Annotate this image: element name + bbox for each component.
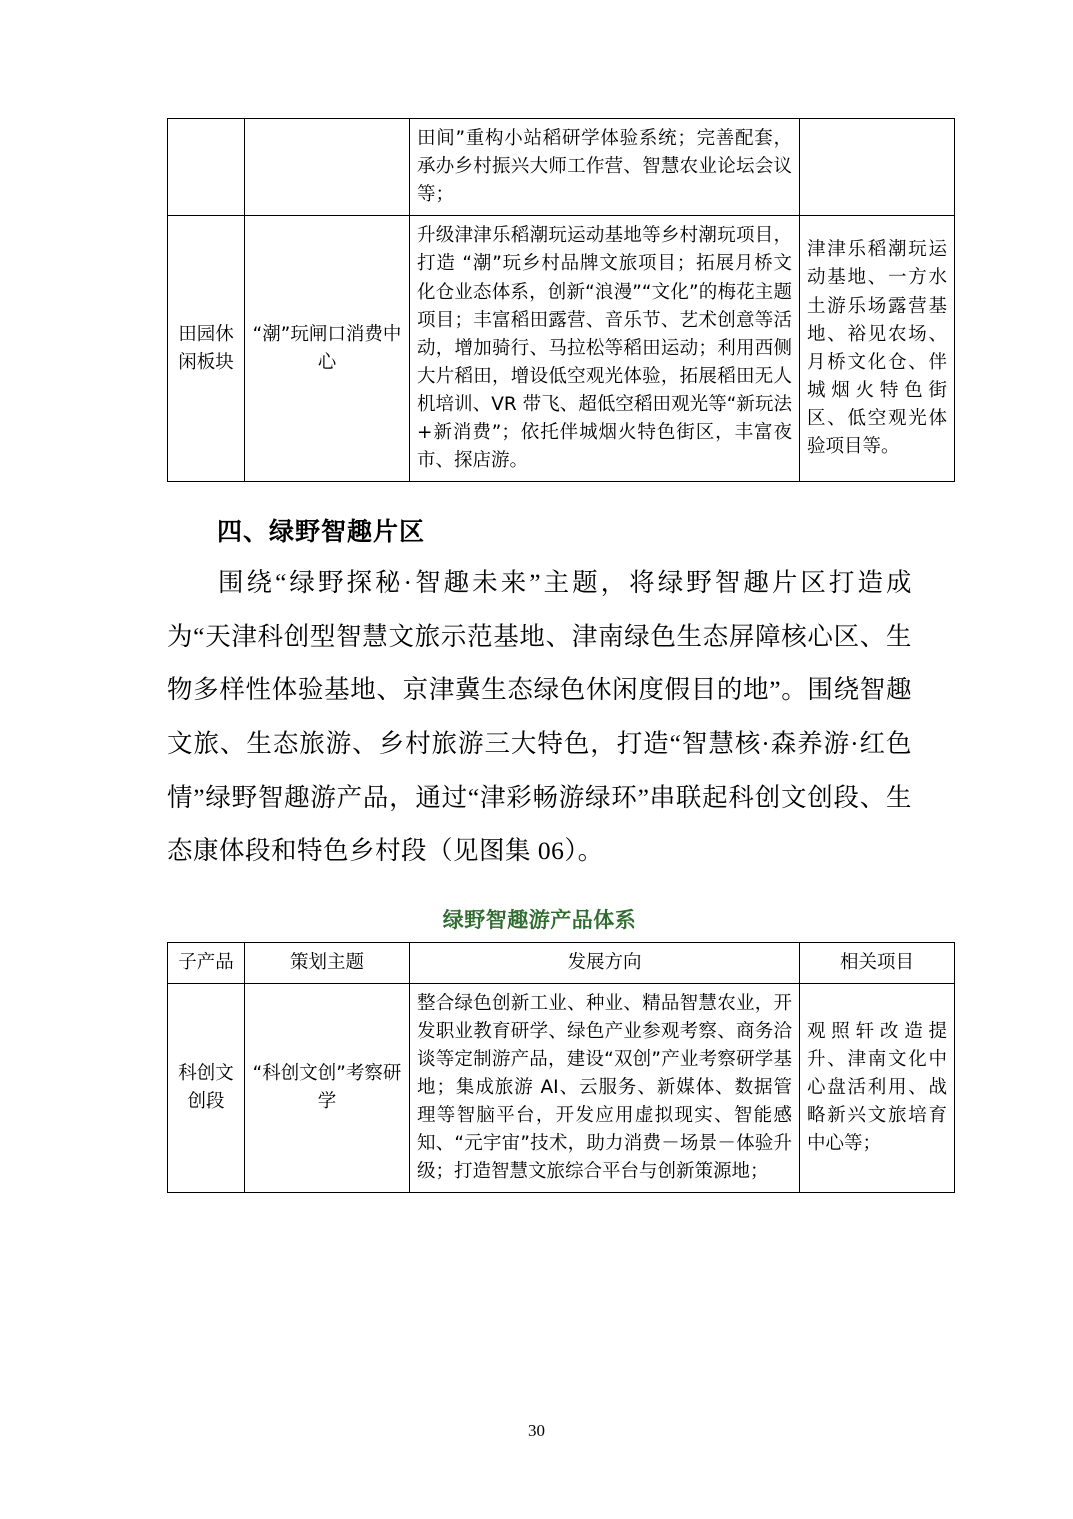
page-content: [167, 0, 947, 1193]
cell-theme: [245, 119, 410, 216]
table-header-row: [168, 942, 955, 983]
cell-theme: “潮”玩闸口消费中心: [245, 216, 410, 482]
header-theme: 策划主题: [245, 942, 410, 983]
cell-projects: 津津乐稻潮玩运动基地、一方水土游乐场露营基地、裕见农场、月桥文化仓、伴城烟火特色街区、低空观光体验项目等。: [800, 216, 955, 482]
section-paragraph: 围绕“绿野探秘·智趣未来”主题，将绿野智趣片区打造成为“天津科创型智慧文旅示范基地、津南绿色生态屏障核心区、生物多样性体验基地、京津冀生态绿色休闲度假目的地”。围绕智趣文旅、生态旅游、乡村旅游三大特色，打造“智慧核·森养游·红色情”绿野智趣游产品，通过“津彩畅游绿环”串联起科创文创段、生态康体段和特色乡村段（见图集 06）。: [167, 568, 912, 866]
cell-projects: 观照轩改造提升、津南文化中心盘活利用、战略新兴文旅培育中心等；: [800, 983, 955, 1193]
page-number: 30: [528, 1421, 545, 1440]
table-caption: 绿野智趣游产品体系: [442, 907, 637, 932]
cell-direction: 升级津津乐稻潮玩运动基地等乡村潮玩项目，打造 “潮”玩乡村品牌文旅项目；拓展月桥文化仓业态体系，创新“浪漫”“文化”的梅花主题项目；丰富稻田露营、音乐节、艺术创意等活动，增加骑行、马拉松等稻田运动；利用西侧大片稻田，增设低空观光体验，拓展稻田无人机培训、VR 带飞、超低空稻田观光等“新玩法+新消费”；依托伴城烟火特色街区，丰富夜市、探店游。: [410, 216, 800, 482]
section-heading: 四、绿野智趣片区: [217, 517, 426, 547]
cell-direction: 田间”重构小站稻研学体验系统；完善配套，承办乡村振兴大师工作营、智慧农业论坛会议等；: [410, 119, 800, 216]
table-row: [168, 216, 955, 482]
header-direction: 发展方向: [410, 942, 800, 983]
cell-block: [168, 119, 245, 216]
cell-block: 田园休闲板块: [168, 216, 245, 482]
continued-table: [167, 118, 955, 482]
header-sub-product: 子产品: [168, 942, 245, 983]
cell-projects: [800, 119, 955, 216]
cell-theme: “科创文创”考察研学: [245, 983, 410, 1193]
table-row: [168, 983, 955, 1193]
product-system-table: [167, 942, 955, 1194]
table-row: [168, 119, 955, 216]
cell-direction: 整合绿色创新工业、种业、精品智慧农业，开发职业教育研学、绿色产业参观考察、商务洽谈等定制游产品，建设“双创”产业考察研学基地；集成旅游 AI、云服务、新媒体、数据管理等智脑平台，开发应用虚拟现实、智能感知、“元宇宙”技术，助力消费－场景－体验升级；打造智慧文旅综合平台与创新策源地；: [410, 983, 800, 1193]
header-related-projects: 相关项目: [800, 942, 955, 983]
cell-sub-product: 科创文创段: [168, 983, 245, 1193]
